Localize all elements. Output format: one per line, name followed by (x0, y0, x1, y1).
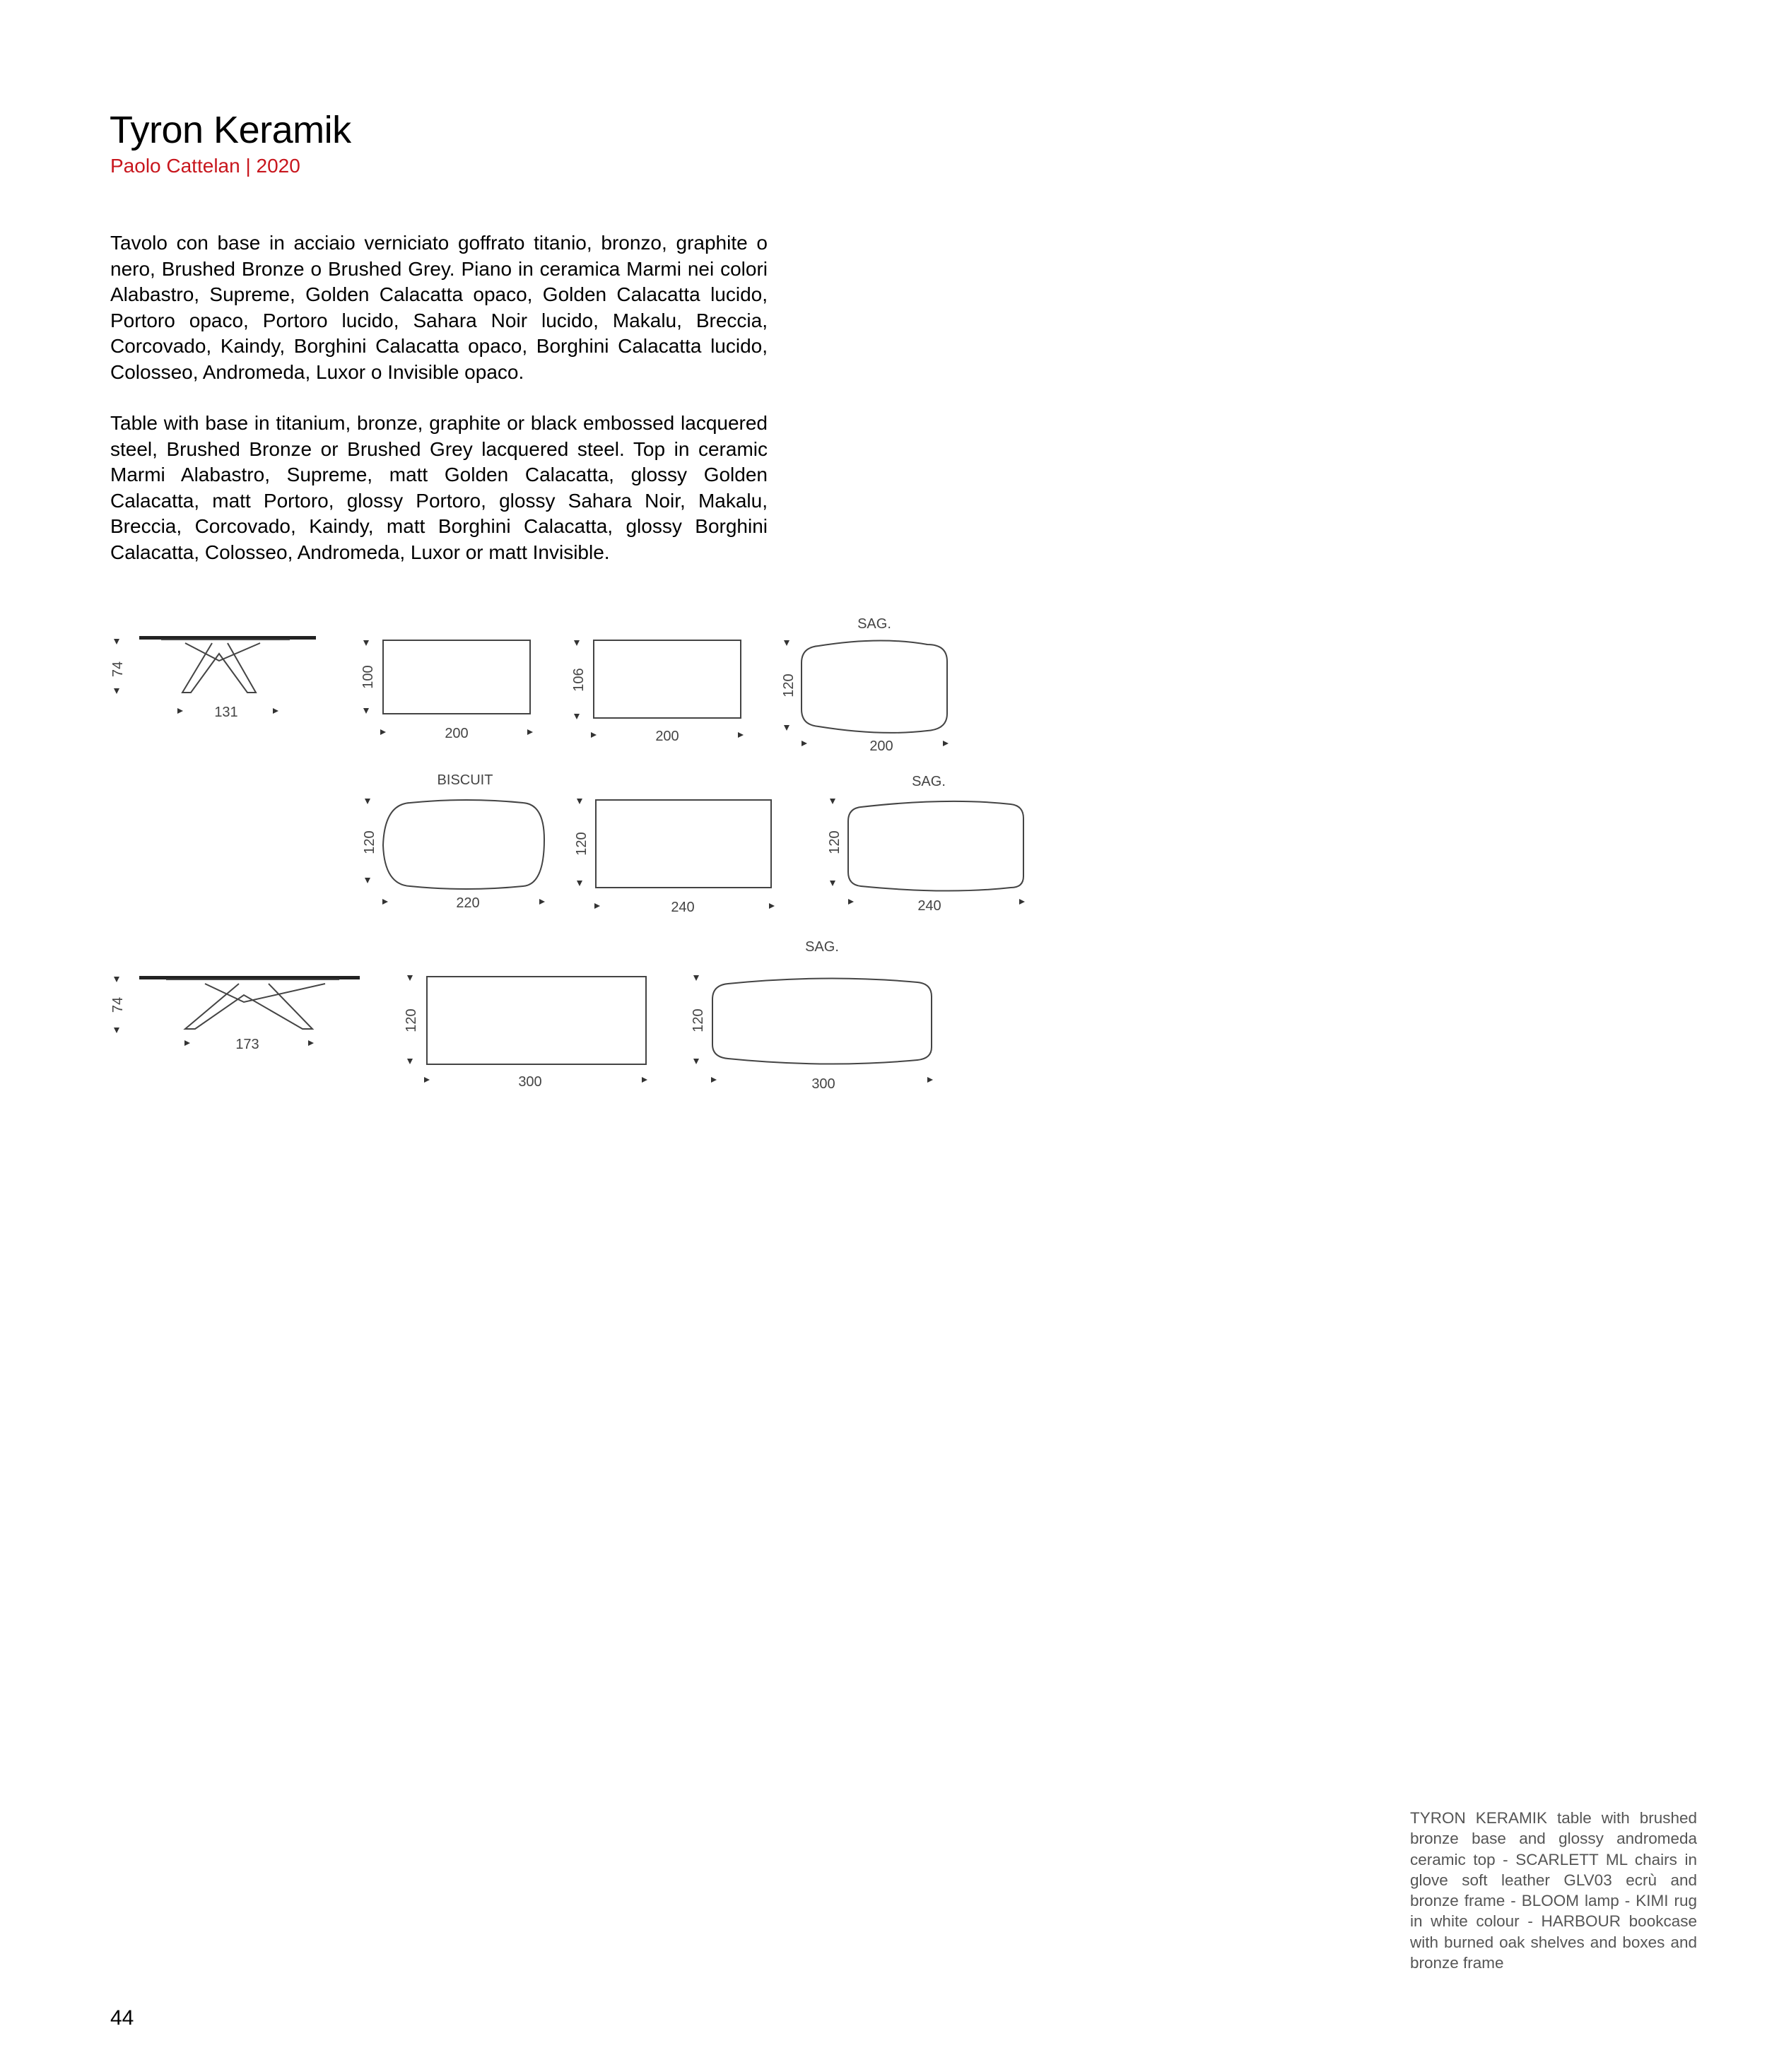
rect-240x120-drawing (580, 800, 772, 906)
rect-300x120-depth-label: 120 (404, 1008, 419, 1032)
rect-200x106-width-label: 200 (655, 729, 679, 744)
sag-200x120-width-label: 200 (869, 738, 893, 754)
sag-200x120-depth-label: 120 (781, 673, 797, 697)
photo-caption: TYRON KERAMIK table with brushed bronze base and glossy andromeda ceramic top - SCARLETT ML chairs in glove soft leather GLV03 ecrù and bronze frame - BLOOM lamp - KIMI rug in white colour - HARBOUR bookcase with burned oak shelves and boxes and bronze frame (1410, 1809, 1697, 1972)
biscuit-depth-label: 120 (362, 830, 377, 854)
sag-300x120-width-label: 300 (811, 1076, 835, 1092)
dimension-labels (110, 616, 946, 1092)
biscuit-width-label: 220 (456, 895, 480, 911)
side-small-width-label: 131 (214, 705, 238, 720)
page-number: 44 (110, 2006, 134, 2030)
sag-240x120-type-label: SAG. (912, 774, 946, 789)
rect-200x100-width-label: 200 (445, 726, 469, 741)
rect-300x120-drawing (410, 977, 646, 1080)
description-english: Table with base in titanium, bronze, graphite or black embossed lacquered steel, Brushed Bronze or Brushed Grey lacquered steel. Top in ceramic Marmi Alabastro, Supreme, matt Golden Calacatta, glossy Golden Calacatta, matt Portoro, glossy Portoro, glossy Sahara Noir, Makalu, Breccia, Corcovado, Kaindy, matt Borghini Calacatta, glossy Borghini Calacatta, Colosseo, Andromeda, Luxor or matt Invisible. (110, 412, 768, 563)
sag-240x120-depth-label: 120 (827, 830, 843, 854)
rect-200x106-depth-label: 106 (571, 668, 587, 692)
sag-240x120-drawing (833, 801, 1023, 902)
side-large-width-label: 173 (235, 1037, 259, 1052)
side-view-large-drawing (117, 976, 360, 1043)
sag-200x120-drawing (787, 640, 947, 743)
side-view-small-drawing (117, 636, 316, 711)
rect-240x120-width-label: 240 (671, 900, 695, 915)
sag-200x120-type-label: SAG. (857, 616, 891, 632)
rect-200x100-drawing (366, 640, 530, 732)
side-large-height-label: 74 (110, 996, 126, 1013)
rect-240x120-depth-label: 120 (574, 832, 589, 856)
description-italian: Tavolo con base in acciaio verniciato goffrato titanio, bronzo, graphite o nero, Brushed Bronze o Brushed Grey. Piano in ceramica Marmi nei colori Alabastro, Supreme, Golden Calacatta opaco, Golden Calacatta lucido, Portoro opaco, Portoro lucido, Sahara Noir lucido, Makalu, Breccia, Corcovado, Kaindy, Borghini Calacatta opaco, Borghini Calacatta lucido, Colosseo, Andromeda, Luxor o Invisible opaco. (110, 232, 768, 383)
side-small-height-label: 74 (110, 661, 126, 678)
product-title: Tyron Keramik (110, 109, 351, 151)
sag-300x120-type-label: SAG. (805, 939, 839, 955)
sag-300x120-depth-label: 120 (691, 1008, 706, 1032)
biscuit-type-label: BISCUIT (437, 772, 493, 788)
sag-300x120-drawing (696, 978, 932, 1080)
rect-200x106-drawing (577, 640, 741, 735)
designer-year: Paolo Cattelan | 2020 (110, 155, 300, 177)
rect-200x100-depth-label: 100 (360, 665, 376, 689)
sag-240x120-width-label: 240 (917, 898, 941, 914)
biscuit-220x120-drawing (368, 800, 544, 902)
rect-300x120-width-label: 300 (518, 1074, 542, 1090)
